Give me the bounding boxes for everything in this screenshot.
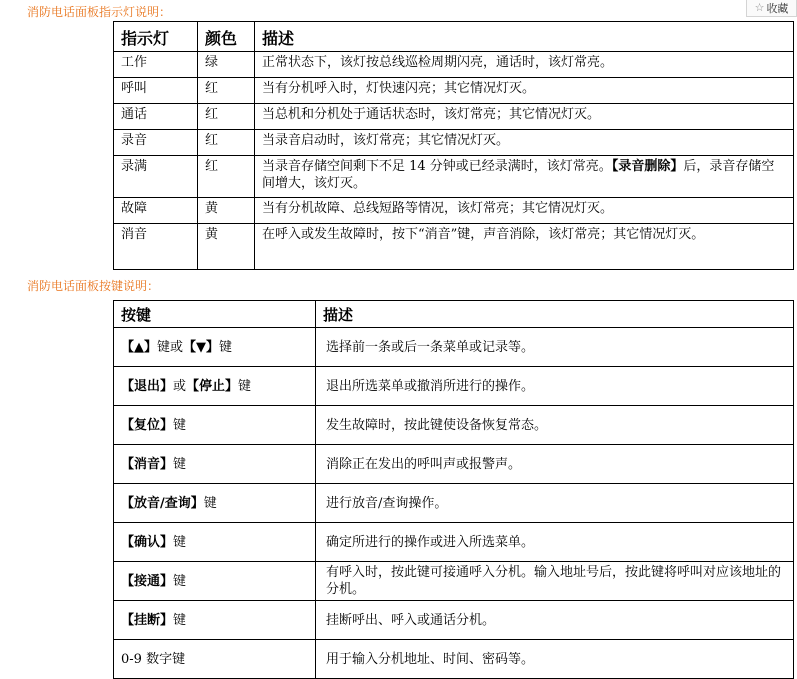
table-row xyxy=(114,156,794,198)
key-suffix: 键 xyxy=(173,417,187,433)
table-row xyxy=(114,328,794,367)
key-description: 用于输入分机地址、时间、密码等。 xyxy=(316,640,794,679)
key-suffix: 键 xyxy=(173,534,187,550)
key-description: 有呼入时，按此键可接通呼入分机。输入地址号后，按此键将呼叫对应该地址的分机。 xyxy=(316,562,794,601)
table-row xyxy=(114,130,794,156)
table-row xyxy=(114,198,794,224)
table-row xyxy=(114,78,794,104)
key-description: 退出所选菜单或撤消所进行的操作。 xyxy=(316,367,794,406)
table-header-row xyxy=(114,22,794,52)
key-suffix: 键或 xyxy=(157,339,184,355)
key-suffix: 或 xyxy=(173,378,187,394)
key-label: 0-9 数字键 xyxy=(121,651,186,667)
key-description: 挂断呼出、呼入或通话分机。 xyxy=(316,601,794,640)
key-label: 【复位】 xyxy=(121,417,174,433)
indicator-name: 通话 xyxy=(114,104,198,130)
key-label: 【▼】 xyxy=(183,339,220,355)
indicator-description: 当有分机呼入时，灯快速闪亮；其它情况灯灭。 xyxy=(255,78,794,104)
indicator-description xyxy=(255,156,794,198)
key-suffix: 键 xyxy=(173,573,187,589)
header-description: 描述 xyxy=(316,301,794,328)
key-suffix: 键 xyxy=(238,378,252,394)
table-row xyxy=(114,224,794,270)
indicator-name: 呼叫 xyxy=(114,78,198,104)
key-description: 消除正在发出的呼叫声或报警声。 xyxy=(316,445,794,484)
key-cell xyxy=(114,445,316,484)
key-label: 【接通】 xyxy=(121,573,174,589)
indicator-name: 故障 xyxy=(114,198,198,224)
indicator-name: 录满 xyxy=(114,156,198,198)
header-key: 按键 xyxy=(114,301,316,328)
key-cell xyxy=(114,406,316,445)
key-description: 选择前一条或后一条菜单或记录等。 xyxy=(316,328,794,367)
description-text: 后，录音存储空间增大，该灯灭。 xyxy=(262,159,775,191)
indicator-description: 当总机和分机处于通话状态时，该灯常亮；其它情况灯灭。 xyxy=(255,104,794,130)
key-label: 【停止】 xyxy=(186,378,239,394)
indicator-description: 当有分机故障、总线短路等情况，该灯常亮；其它情况灯灭。 xyxy=(255,198,794,224)
header-indicator: 指示灯 xyxy=(114,22,198,52)
key-cell xyxy=(114,367,316,406)
star-icon: ☆ xyxy=(754,1,765,14)
key-label: 【确认】 xyxy=(121,534,174,550)
table-row xyxy=(114,445,794,484)
indicator-color: 红 xyxy=(198,130,255,156)
key-suffix: 键 xyxy=(203,495,217,511)
key-suffix: 键 xyxy=(219,339,233,355)
button-table xyxy=(113,300,794,679)
favorite-button[interactable] xyxy=(746,0,797,17)
key-label: 【消音】 xyxy=(121,456,174,472)
indicator-color: 红 xyxy=(198,104,255,130)
table-row xyxy=(114,484,794,523)
indicator-description: 当录音启动时，该灯常亮；其它情况灯灭。 xyxy=(255,130,794,156)
key-cell xyxy=(114,562,316,601)
table-row xyxy=(114,562,794,601)
description-text: 当录音存储空间剩下不足 14 分钟或已经录满时，该灯常亮。 xyxy=(262,159,612,174)
key-cell xyxy=(114,523,316,562)
key-label: 【▲】 xyxy=(121,339,157,355)
indicator-description: 在呼入或发生故障时，按下“消音”键，声音消除，该灯常亮；其它情况灯灭。 xyxy=(255,224,794,270)
key-cell xyxy=(114,328,316,367)
indicator-color: 绿 xyxy=(198,52,255,78)
key-label: 【放音/查询】 xyxy=(121,495,204,511)
table-row xyxy=(114,523,794,562)
key-suffix: 键 xyxy=(173,456,187,472)
table-row xyxy=(114,52,794,78)
indicator-color: 黄 xyxy=(198,224,255,270)
key-suffix: 键 xyxy=(173,612,187,628)
indicator-color: 红 xyxy=(198,78,255,104)
indicator-table xyxy=(113,21,794,270)
key-label: 【退出】 xyxy=(121,378,174,394)
button-section-title: 消防电话面板按键说明： xyxy=(27,279,160,293)
table-row xyxy=(114,104,794,130)
table-header-row xyxy=(114,301,794,328)
key-label: 【挂断】 xyxy=(121,612,174,628)
table-row xyxy=(114,406,794,445)
header-description: 描述 xyxy=(255,22,794,52)
key-description: 确定所进行的操作或进入所选菜单。 xyxy=(316,523,794,562)
indicator-color: 红 xyxy=(198,156,255,198)
table-row xyxy=(114,367,794,406)
indicator-section-title: 消防电话面板指示灯说明： xyxy=(27,5,172,19)
header-color: 颜色 xyxy=(198,22,255,52)
indicator-description: 正常状态下，该灯按总线巡检周期闪亮，通话时，该灯常亮。 xyxy=(255,52,794,78)
indicator-name: 消音 xyxy=(114,224,198,270)
key-description: 进行放音/查询操作。 xyxy=(316,484,794,523)
key-description: 发生故障时，按此键使设备恢复常态。 xyxy=(316,406,794,445)
indicator-name: 工作 xyxy=(114,52,198,78)
record-delete-key-label: 【录音删除】 xyxy=(611,159,684,174)
table-row xyxy=(114,601,794,640)
favorite-label: 收藏 xyxy=(766,1,789,15)
key-cell xyxy=(114,601,316,640)
indicator-color: 黄 xyxy=(198,198,255,224)
key-cell xyxy=(114,484,316,523)
indicator-name: 录音 xyxy=(114,130,198,156)
